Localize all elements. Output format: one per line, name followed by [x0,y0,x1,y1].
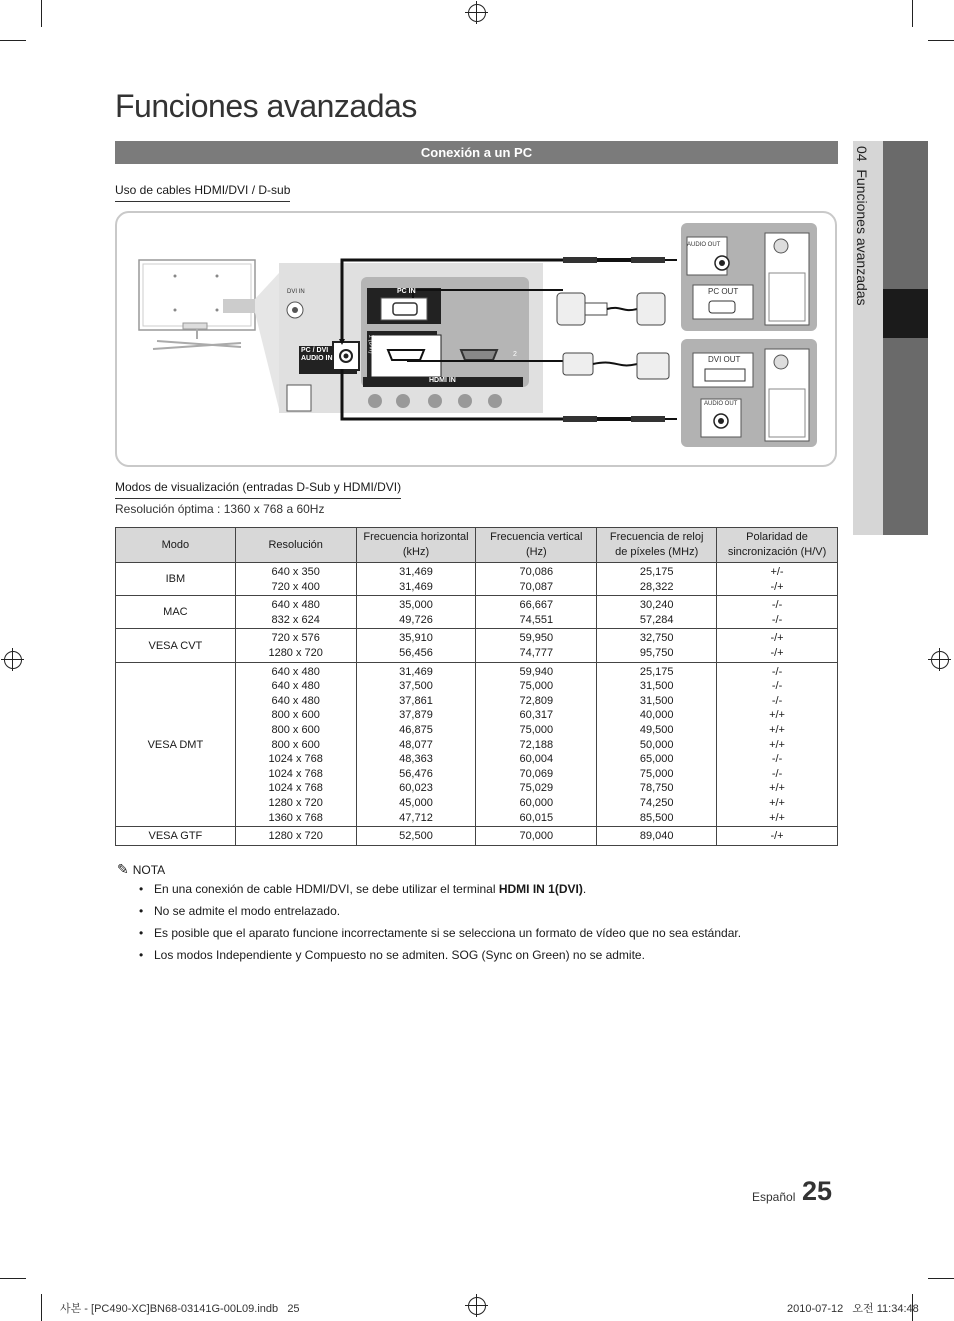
connection-diagram-graphic [117,213,835,465]
mode-cell: IBM [116,563,236,596]
note-label: NOTA [132,863,166,877]
pc1-pc-out-label: PC OUT [708,287,739,296]
table-row [116,596,838,629]
vertical-frequency-cell: 59,940 75,000 72,809 60,317 75,000 72,188 60,004 70,069 75,029 60,000 60,015 [476,662,597,827]
print-timestamp: 2010-07-12 오전 11:34:48 [787,1303,919,1315]
list-item: • En una conexión de cable HDMI/DVI, se debe utilizar el terminal HDMI IN 1(DVI). [139,878,839,900]
cable-heading: Uso de cables HDMI/DVI / D-sub [115,183,290,202]
crop-mark [41,1294,42,1321]
list-item: • Los modos Independiente y Compuesto no se admiten. SOG (Sync on Green) no se admite. [139,944,839,966]
pc2-audio-out-label: AUDIO OUT [704,401,738,407]
sync-polarity-cell: -/- -/- [717,596,838,629]
sync-polarity-cell: -/+ -/+ [717,629,838,662]
crop-mark [41,0,42,27]
registration-mark-icon [468,1297,486,1315]
pc-in-label: PC IN [397,288,416,295]
footer-language: Español [752,1190,796,1204]
resolution-cell: 640 x 480 832 x 624 [235,596,356,629]
hdmi2-number: 2 [513,351,517,358]
side-tab-label: 04 Funciones avanzadas [854,146,870,306]
resolution-cell: 1280 x 720 [235,827,356,846]
resolution-cell: 640 x 350 720 x 400 [235,563,356,596]
registration-mark-icon [931,651,949,669]
side-tab-marker [883,289,928,338]
registration-mark-icon [4,651,22,669]
display-modes-table [115,527,838,846]
crop-mark [928,40,954,41]
vertical-frequency-cell: 66,667 74,551 [476,596,597,629]
hdmi1-dvi-label: 1 (DVI) [367,334,374,354]
vertical-frequency-cell: 70,000 [476,827,597,846]
resolution-cell: 720 x 576 1280 x 720 [235,629,356,662]
pixel-clock-cell: 32,750 95,750 [597,629,717,662]
page-title: Funciones avanzadas [115,88,417,124]
horizontal-frequency-cell: 35,000 49,726 [356,596,476,629]
pc2-dvi-out-label: DVI OUT [708,355,741,364]
column-header: Polaridad de sincronización (H/V) [717,528,838,563]
pixel-clock-cell: 25,175 31,500 31,500 40,000 49,500 50,000 65,000 75,000 78,750 74,250 85,500 [597,662,717,827]
sync-polarity-cell: +/- -/+ [717,563,838,596]
column-header: Modo [116,528,236,563]
sync-polarity-cell: -/+ [717,827,838,846]
column-header: Resolución [235,528,356,563]
list-item: • No se admite el modo entrelazado. [139,900,839,922]
pc-dvi-audio-in-label: PC / DVI AUDIO IN [301,347,333,362]
vertical-frequency-cell: 59,950 74,777 [476,629,597,662]
side-tab-edge [883,141,928,535]
table-header-row [116,528,838,563]
horizontal-frequency-cell: 31,469 31,469 [356,563,476,596]
mode-cell: MAC [116,596,236,629]
display-modes-heading: Modos de visualización (entradas D-Sub y HDMI/DVI) [115,480,401,499]
column-header: Frecuencia vertical (Hz) [476,528,597,563]
notes-list [139,878,839,966]
table-row [116,662,838,827]
note-heading [117,861,165,878]
dvi-in-label: DVI IN [287,289,305,295]
horizontal-frequency-cell: 31,469 37,500 37,861 37,879 46,875 48,077 48,363 56,476 60,023 45,000 47,712 [356,662,476,827]
crop-mark [0,1278,26,1279]
crop-mark [928,1278,954,1279]
column-header: Frecuencia horizontal (kHz) [356,528,476,563]
list-item: • Es posible que el aparato funcione incorrectamente si se selecciona un formato de vídeo que no sea estándar. [139,922,839,944]
table-row [116,629,838,662]
connection-diagram [115,211,837,467]
sync-polarity-cell: -/- -/- -/- +/+ +/+ +/+ -/- -/- +/+ +/+ +/+ [717,662,838,827]
pixel-clock-cell: 30,240 57,284 [597,596,717,629]
pencil-icon: ✎ [117,861,129,877]
section-title: Conexión a un PC [115,141,838,164]
mode-cell: VESA GTF [116,827,236,846]
hdmi-in-label: HDMI IN [429,377,456,384]
crop-mark [0,40,26,41]
table-row [116,827,838,846]
table-row [116,563,838,596]
mode-cell: VESA DMT [116,662,236,827]
horizontal-frequency-cell: 35,910 56,456 [356,629,476,662]
tv-rear-icon [139,260,279,409]
horizontal-frequency-cell: 52,500 [356,827,476,846]
crop-mark [912,0,913,27]
mode-cell: VESA CVT [116,629,236,662]
pixel-clock-cell: 25,175 28,322 [597,563,717,596]
optimal-resolution: Resolución óptima : 1360 x 768 a 60Hz [115,502,325,516]
file-info: 사본 - [PC490-XC]BN68-03141G-00L09.indb 25 [60,1303,300,1315]
pc1-audio-out-label: AUDIO OUT [687,242,721,248]
resolution-cell: 640 x 480 640 x 480 640 x 480 800 x 600 800 x 600 800 x 600 1024 x 768 1024 x 768 1024 x 768 1280 x 720 1360 x 768 [235,662,356,827]
column-header: Frecuencia de reloj de píxeles (MHz) [597,528,717,563]
page-number: 25 [802,1176,833,1206]
registration-mark-icon [468,4,486,22]
vertical-frequency-cell: 70,086 70,087 [476,563,597,596]
pixel-clock-cell: 89,040 [597,827,717,846]
